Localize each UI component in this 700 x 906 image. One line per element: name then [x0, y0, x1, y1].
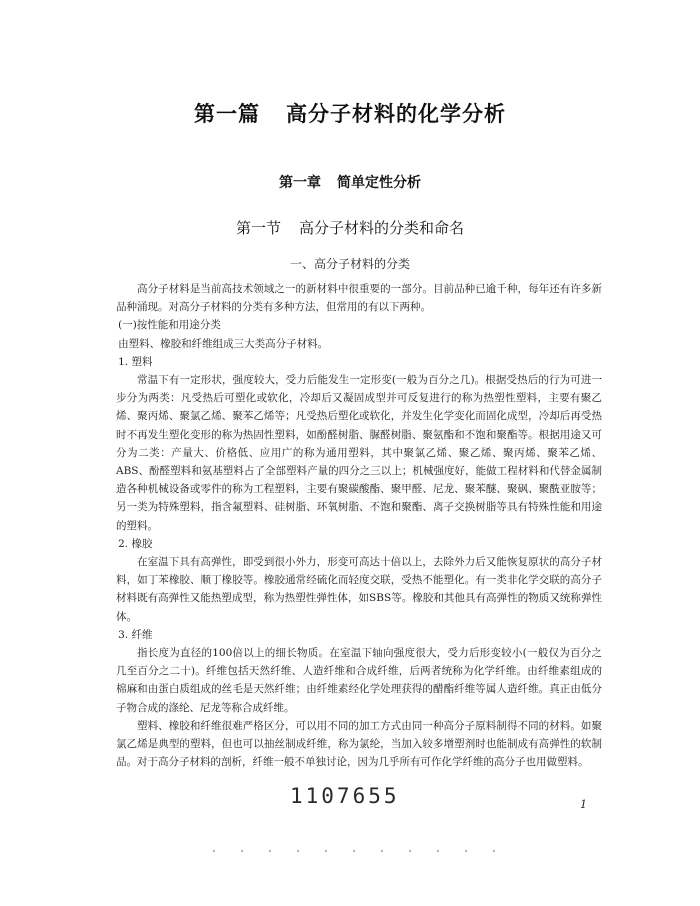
- chapter-name: 简单定性分析: [337, 175, 421, 191]
- heading-fiber: 3. 纤维: [118, 628, 153, 641]
- heading-classification: (一)按性能和用途分类: [118, 319, 221, 332]
- part-title: [0, 98, 700, 128]
- paragraph-plastics: 常温下有一定形状，强度较大，受力后能发生一定形变(一般为百分之几)。根据受热后的行为可进一步分为两类：凡受热后可塑化或软化，冷却后又凝固成型并可反复进行的称为热塑性塑料，主要有聚乙烯、聚丙烯、聚氯乙烯、聚苯乙烯等；凡受热后塑化或软化，并发生化学变化而固化成型，冷却后再受热时不再发生塑化变形的称为热固性塑料，如酚醛树脂、脲醛树脂、聚氨酯和不饱和聚酯等。根据用途又可分为二类：产量大、价格低、应用广的称为通用塑料，其中聚氯乙烯、聚乙烯、聚丙烯、聚苯乙烯、ABS、酚醛塑料和氨基塑料占了全部塑料产量的四分之三以上；机械强度好，能做工程材料和代替金属制造各种机械设备或零件的称为工程塑料，主要有聚碳酸酯、聚甲醛、尼龙、聚苯醚、聚砜、聚酰亚胺等；另一类为特殊塑料，指含氟塑料、硅树脂、环氧树脂、不饱和聚酯、离子交换树脂等具有特殊性能和用途的塑料。: [116, 374, 602, 532]
- library-stamp-number: 1107655: [290, 784, 400, 808]
- chapter-label: 第一章: [279, 175, 321, 191]
- heading-plastics: 1. 塑料: [118, 355, 153, 368]
- paragraph-fiber: 指长度为直径的100倍以上的细长物质。在室温下轴向强度很大，受力后形变较小(一般仅为百分之几至百分之二十)。纤维包括天然纤维、人造纤维和合成纤维，后两者统称为化学纤维。由纤维素组成的棉麻和由蛋白质组成的丝毛是天然纤维；由纤维素经化学处理获得的醋酯纤维等属人造纤维。真正由低分子物合成的涤纶、尼龙等称合成纤维。: [116, 647, 602, 714]
- subsection-title: 一、高分子材料的分类: [289, 257, 410, 271]
- section-label: 第一节: [235, 219, 281, 237]
- paragraph-three-types: 由塑料、橡胶和纤维组成三大类高分子材料。: [118, 337, 329, 350]
- section-title: [0, 217, 700, 238]
- page-number: 1: [580, 798, 587, 811]
- paragraph-conclusion: 塑料、橡胶和纤维很难严格区分，可以用不同的加工方式由同一种高分子原料制得不同的材料。如聚氯乙烯是典型的塑料，但也可以抽丝制成纤维，称为氯纶，当加入较多增塑剂时也能制成有高弹性的软制品。对于高分子材料的剖析，纤维一般不单独讨论，因为几乎所有可作化学纤维的高分子也用做塑料。: [116, 719, 602, 769]
- heading-rubber: 2. 橡胶: [118, 537, 153, 550]
- paragraph-rubber: 在室温下具有高弹性，即受到很小外力，形变可高达十倍以上，去除外力后又能恢复原状的高分子材料，如丁苯橡胶、顺丁橡胶等。橡胶通常经硫化而轻度交联，受热不能塑化。有一类非化学交联的高分子材料既有高弹性又能热塑成型，称为热塑性弹性体，如SBS等。橡胶和其他具有高弹性的物质又统称弹性体。: [116, 556, 602, 623]
- body-text: [116, 280, 602, 771]
- scan-artifact-dots: [200, 850, 500, 852]
- paragraph-intro: 高分子材料是当前高技术领域之一的新材料中很重要的一部分。目前品种已逾千种，每年还有许多新品种涌现。对高分子材料的分类有多种方法，但常用的有以下两种。: [116, 283, 602, 314]
- chapter-title: [0, 172, 700, 192]
- part-label: 第一篇: [194, 102, 260, 126]
- part-name: 高分子材料的化学分析: [286, 102, 506, 126]
- section-name: 高分子材料的分类和命名: [299, 219, 465, 237]
